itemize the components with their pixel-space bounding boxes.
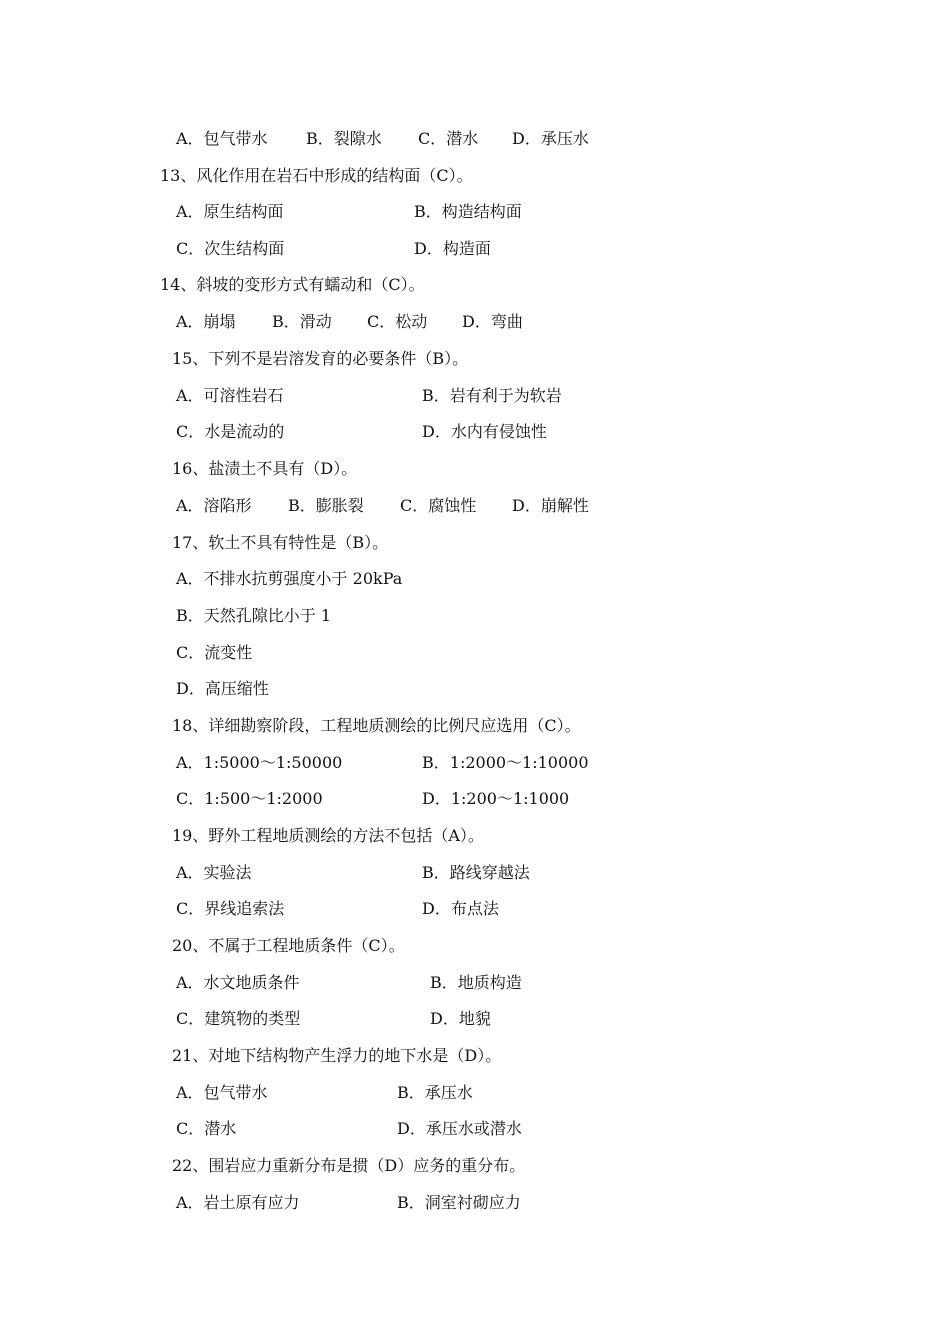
q17-option-a: A．不排水抗剪强度小于 20kPa — [176, 569, 403, 588]
q19-option-c: C．界线追索法 — [176, 899, 285, 918]
q13-option-c: C．次生结构面 — [176, 239, 285, 258]
q14-stem: 14、斜坡的变形方式有蠕动和（C）。 — [160, 275, 425, 294]
q12-option-b: B．裂隙水 — [306, 129, 382, 148]
q22-option-b: B．洞室衬砌应力 — [397, 1193, 521, 1212]
q18-option-c: C．1:500～1:2000 — [176, 789, 323, 808]
q14-option-b: B．滑动 — [272, 312, 332, 331]
q21-option-a: A．包气带水 — [176, 1083, 268, 1102]
q15-option-a: A．可溶性岩石 — [176, 386, 284, 405]
q20-option-c: C．建筑物的类型 — [176, 1009, 301, 1028]
q18-option-a: A．1:5000～1:50000 — [176, 753, 343, 772]
q20-stem: 20、不属于工程地质条件（C）。 — [172, 936, 405, 955]
q21-option-b: B．承压水 — [397, 1083, 473, 1102]
q12-option-c: C．潜水 — [418, 129, 479, 148]
q14-option-c: C．松动 — [367, 312, 428, 331]
q15-option-d: D．水内有侵蚀性 — [422, 422, 547, 441]
q13-stem: 13、风化作用在岩石中形成的结构面（C）。 — [160, 166, 473, 185]
q13-option-b: B．构造结构面 — [414, 202, 522, 221]
q14-option-d: D．弯曲 — [462, 312, 523, 331]
q17-option-b: B．天然孔隙比小于 1 — [176, 606, 332, 625]
q19-stem: 19、野外工程地质测绘的方法不包括（A）。 — [172, 826, 484, 845]
q20-option-b: B．地质构造 — [430, 973, 522, 992]
q22-stem: 22、围岩应力重新分布是掼（D）应务的重分布。 — [172, 1156, 526, 1175]
q18-option-d: D．1:200～1:1000 — [422, 789, 570, 808]
q16-option-c: C．腐蚀性 — [400, 496, 477, 515]
q14-option-a: A．崩塌 — [176, 312, 236, 331]
q17-stem: 17、软土不具有特性是（B）。 — [172, 533, 389, 552]
q16-option-d: D．崩解性 — [512, 496, 589, 515]
q20-option-d: D．地貌 — [430, 1009, 491, 1028]
q18-option-b: B．1:2000～1:10000 — [422, 753, 589, 772]
q12-option-d: D．承压水 — [512, 129, 589, 148]
q21-stem: 21、对地下结构物产生浮力的地下水是（D）。 — [172, 1046, 502, 1065]
q19-option-a: A．实验法 — [176, 863, 252, 882]
q16-stem: 16、盐渍土不具有（D）。 — [172, 459, 358, 478]
q15-option-b: B．岩有利于为软岩 — [422, 386, 562, 405]
q19-option-d: D．布点法 — [422, 899, 499, 918]
q13-option-d: D．构造面 — [414, 239, 491, 258]
q17-option-c: C．流变性 — [176, 643, 253, 662]
q16-option-b: B．膨胀裂 — [288, 496, 364, 515]
q15-option-c: C．水是流动的 — [176, 422, 285, 441]
q21-option-d: D．承压水或潜水 — [397, 1119, 522, 1138]
q19-option-b: B．路线穿越法 — [422, 863, 530, 882]
q12-option-a: A．包气带水 — [176, 129, 268, 148]
q17-option-d: D．高压缩性 — [176, 679, 269, 698]
q20-option-a: A．水文地质条件 — [176, 973, 300, 992]
q13-option-a: A．原生结构面 — [176, 202, 284, 221]
q16-option-a: A．溶陷形 — [176, 496, 252, 515]
q21-option-c: C．潜水 — [176, 1119, 237, 1138]
q15-stem: 15、下列不是岩溶发育的必要条件（B）。 — [172, 349, 469, 368]
q22-option-a: A．岩土原有应力 — [176, 1193, 300, 1212]
q18-stem: 18、详细勘察阶段，工程地质测绘的比例尺应选用（C）。 — [172, 716, 581, 735]
